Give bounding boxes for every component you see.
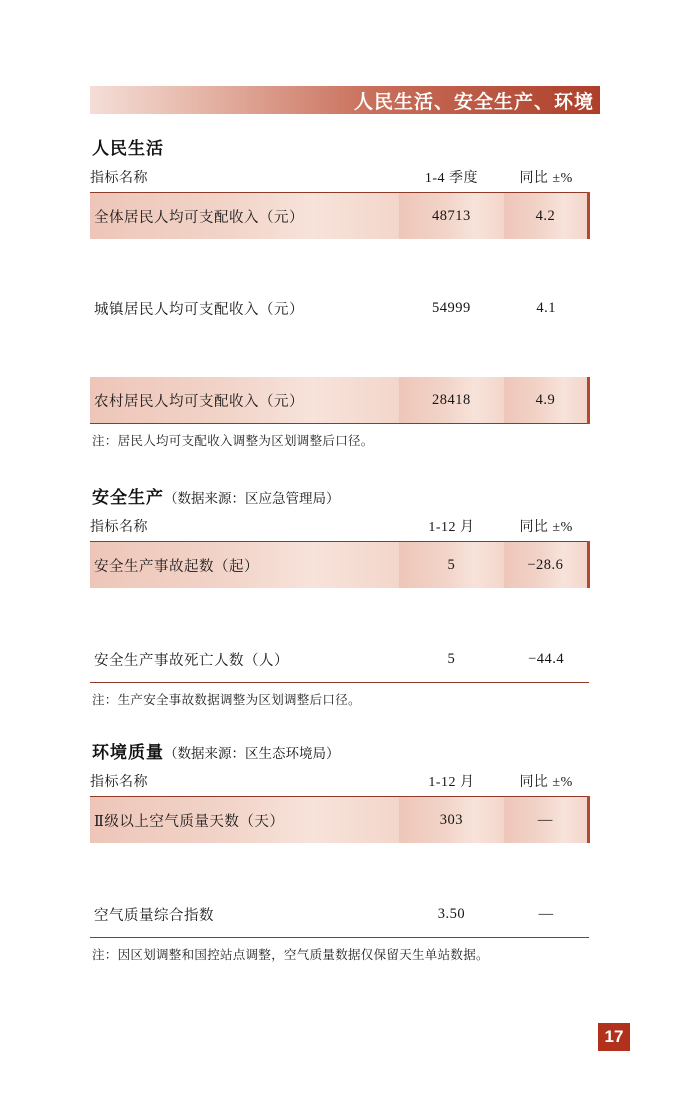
section-title xyxy=(92,738,590,763)
row-label: 全体居民人均可支配收入（元） xyxy=(90,193,399,240)
column-header-change: 同比 ±% xyxy=(504,514,589,542)
row-change: — xyxy=(504,891,589,938)
row-label: 农村居民人均可支配收入（元） xyxy=(90,377,399,424)
page-number: 17 xyxy=(598,1023,630,1051)
row-change: 4.9 xyxy=(504,377,589,424)
section-title-text: 安全生产 xyxy=(92,488,164,507)
row-value: 5 xyxy=(399,542,504,589)
column-header-indicator: 指标名称 xyxy=(90,769,399,797)
table-row xyxy=(90,285,589,331)
table-note: 注：生产安全事故数据调整为区划调整后口径。 xyxy=(92,693,361,707)
column-header-value: 1-4 季度 xyxy=(399,165,504,193)
data-table xyxy=(90,514,590,683)
section-work-safety xyxy=(90,483,590,708)
table-header-row xyxy=(90,165,589,193)
row-value: 54999 xyxy=(432,299,471,316)
table-note: 注：因区划调整和国控站点调整，空气质量数据仅保留天生单站数据。 xyxy=(92,948,489,962)
section-peoples-livelihood xyxy=(90,134,590,449)
row-change: −44.4 xyxy=(504,636,589,683)
column-header-change: 同比 ±% xyxy=(504,165,589,193)
column-header-value: 1-12 月 xyxy=(399,514,504,542)
table-spacer-row xyxy=(90,843,589,891)
section-source-text: （数据来源：区应急管理局） xyxy=(164,491,340,506)
page-content xyxy=(90,134,590,981)
table-row xyxy=(90,636,589,683)
page-header-title: 人民生活、安全生产、环境 xyxy=(353,91,594,113)
table-row xyxy=(90,193,589,240)
row-label: 安全生产事故死亡人数（人） xyxy=(90,636,399,683)
row-value: 28418 xyxy=(399,377,504,424)
table-header-row xyxy=(90,514,589,542)
table-row xyxy=(90,542,589,589)
table-spacer-row xyxy=(90,239,589,285)
row-label: 空气质量综合指数 xyxy=(90,891,399,938)
row-value: 5 xyxy=(399,636,504,683)
row-label: Ⅱ级以上空气质量天数（天） xyxy=(90,797,399,844)
section-environment-quality xyxy=(90,738,590,963)
section-title-text: 环境质量 xyxy=(92,743,164,762)
table-header-row xyxy=(90,769,589,797)
row-change: 4.2 xyxy=(504,193,589,240)
table-row xyxy=(90,797,589,844)
section-title-text: 人民生活 xyxy=(92,139,164,158)
data-table xyxy=(90,769,590,938)
column-header-change: 同比 ±% xyxy=(504,769,589,797)
row-value: 48713 xyxy=(399,193,504,240)
row-change: — xyxy=(504,797,589,844)
table-row xyxy=(90,891,589,938)
page-header-banner xyxy=(90,86,600,114)
table-note: 注：居民人均可支配收入调整为区划调整后口径。 xyxy=(92,434,374,448)
row-value: 3.50 xyxy=(399,891,504,938)
row-change: 4.1 xyxy=(536,299,556,316)
row-value: 303 xyxy=(399,797,504,844)
column-header-value: 1-12 月 xyxy=(399,769,504,797)
table-spacer-row xyxy=(90,588,589,636)
row-label: 城镇居民人均可支配收入（元） xyxy=(94,301,304,318)
table-spacer-row xyxy=(90,331,589,377)
row-label: 安全生产事故起数（起） xyxy=(90,542,399,589)
section-source-text: （数据来源：区生态环境局） xyxy=(164,746,340,761)
section-title xyxy=(92,483,590,508)
column-header-indicator: 指标名称 xyxy=(90,514,399,542)
row-change: −28.6 xyxy=(504,542,589,589)
section-title xyxy=(92,134,590,159)
table-row xyxy=(90,377,589,424)
column-header-indicator: 指标名称 xyxy=(90,165,399,193)
data-table xyxy=(90,165,590,424)
